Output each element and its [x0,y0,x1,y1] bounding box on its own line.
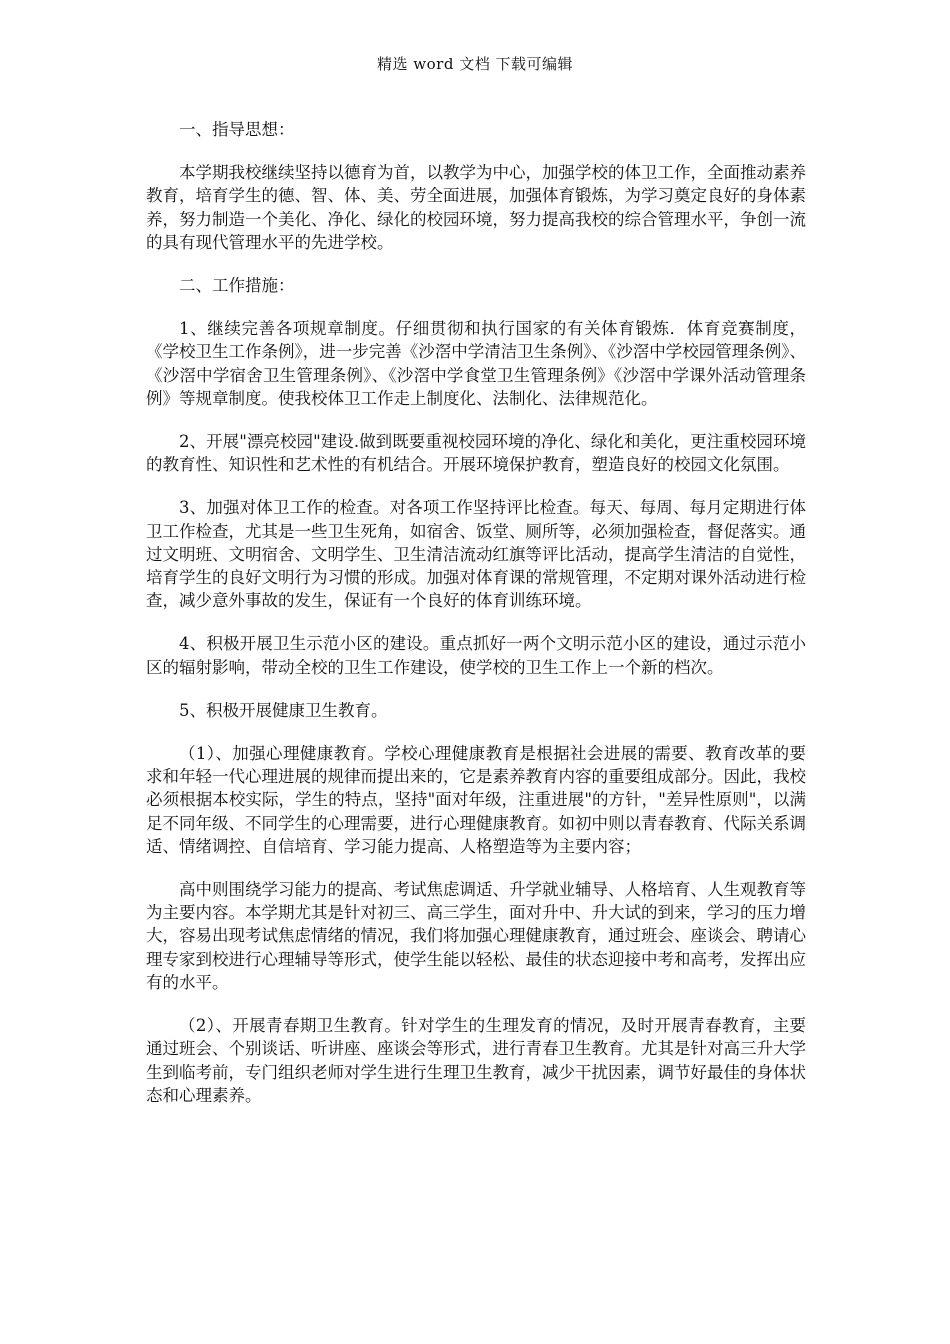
paragraph-measure-2: 2、开展"漂亮校园"建设.做到既要重视校园环境的净化、绿化和美化，更注重校园环境的教育性、知识性和艺术性的有机结合。开展环境保护教育，塑造良好的校园文化氛围。 [146,432,806,475]
paragraph-mental-health: （1）、加强心理健康教育。学校心理健康教育是根据社会进展的需要、教育改革的要求和年轻一代心理进展的规律而提出来的，它是素养教育内容的重要组成部分。因此，我校必须根据本校实际，学生的特点，坚持"面对年级，注重进展"的方针，"差异性原则"，以满足不同年级、不同学生的心理需要，进行心理健康教育。如初中则以青春教育、代际关系调适、情绪调控、自信培育、学习能力提高、人格塑造等为主要内容； [146,744,806,856]
paragraph-measure-1: 1、继续完善各项规章制度。仔细贯彻和执行国家的有关体育锻炼．体育竞赛制度，《学校卫生工作条例》，进一步完善《沙滘中学清洁卫生条例》、《沙滘中学校园管理条例》、《沙滘中学宿舍卫生管理条例》、《沙滘中学食堂卫生管理条例》《沙滘中学课外活动管理条例》等规章制度。使我校体卫工作走上制度化、法制化、法律规范化。 [146,319,806,408]
paragraph-measure-4: 4、积极开展卫生示范小区的建设。重点抓好一两个文明示范小区的建设，通过示范小区的辐射影响，带动全校的卫生工作建设，使学校的卫生工作上一个新的档次。 [146,634,806,677]
section-heading-guiding-ideology: 一、指导思想： [179,120,295,139]
paragraph-senior-high: 高中则围绕学习能力的提高、考试焦虑调适、升学就业辅导、人格培育、人生观教育等为主要内容。本学期尤其是针对初三、高三学生，面对升中、升大试的到来，学习的压力增大，容易出现考试焦虑情绪的情况，我们将加强心理健康教育，通过班会、座谈会、聘请心理专家到校进行心理辅导等形式，使学生能以轻松、最佳的状态迎接中考和高考，发挥出应有的水平。 [146,880,806,992]
document-body [146,118,806,1127]
page-header: 精选 word 文档 下载可编辑 [377,55,573,73]
paragraph-adolescent-health: （2）、开展青春期卫生教育。针对学生的生理发育的情况，及时开展青春教育，主要通过班会、个别谈话、听讲座、座谈会等形式，进行青春卫生教育。尤其是针对高三升大学生到临考前，专门组织老师对学生进行生理卫生教育，减少干扰因素，调节好最佳的身体状态和心理素养。 [146,1016,806,1105]
section-heading-work-measures: 二、工作措施： [179,276,295,296]
paragraph-measure-5: 5、积极开展健康卫生教育。 [179,700,388,720]
paragraph-measure-3: 3、加强对体卫工作的检查。对各项工作坚持评比检查。每天、每周、每月定期进行体卫工作检查，尤其是一些卫生死角，如宿舍、饭堂、厕所等，必须加强检查，督促落实。通过文明班、文明宿舍、文明学生、卫生清洁流动红旗等评比活动，提高学生清洁的自觉性，培育学生的良好文明行为习惯的形成。加强对体育课的常规管理，不定期对课外活动进行检查，减少意外事故的发生，保证有一个良好的体育训练环境。 [146,498,806,611]
paragraph-guiding-ideology: 本学期我校继续坚持以德育为首，以教学为中心，加强学校的体卫工作，全面推动素养教育，培育学生的德、智、体、美、劳全面进展，加强体育锻炼，为学习奠定良好的身体素养，努力制造一个美化、净化、绿化的校园环境，努力提高我校的综合管理水平，争创一流的具有现代管理水平的先进学校。 [146,163,806,252]
